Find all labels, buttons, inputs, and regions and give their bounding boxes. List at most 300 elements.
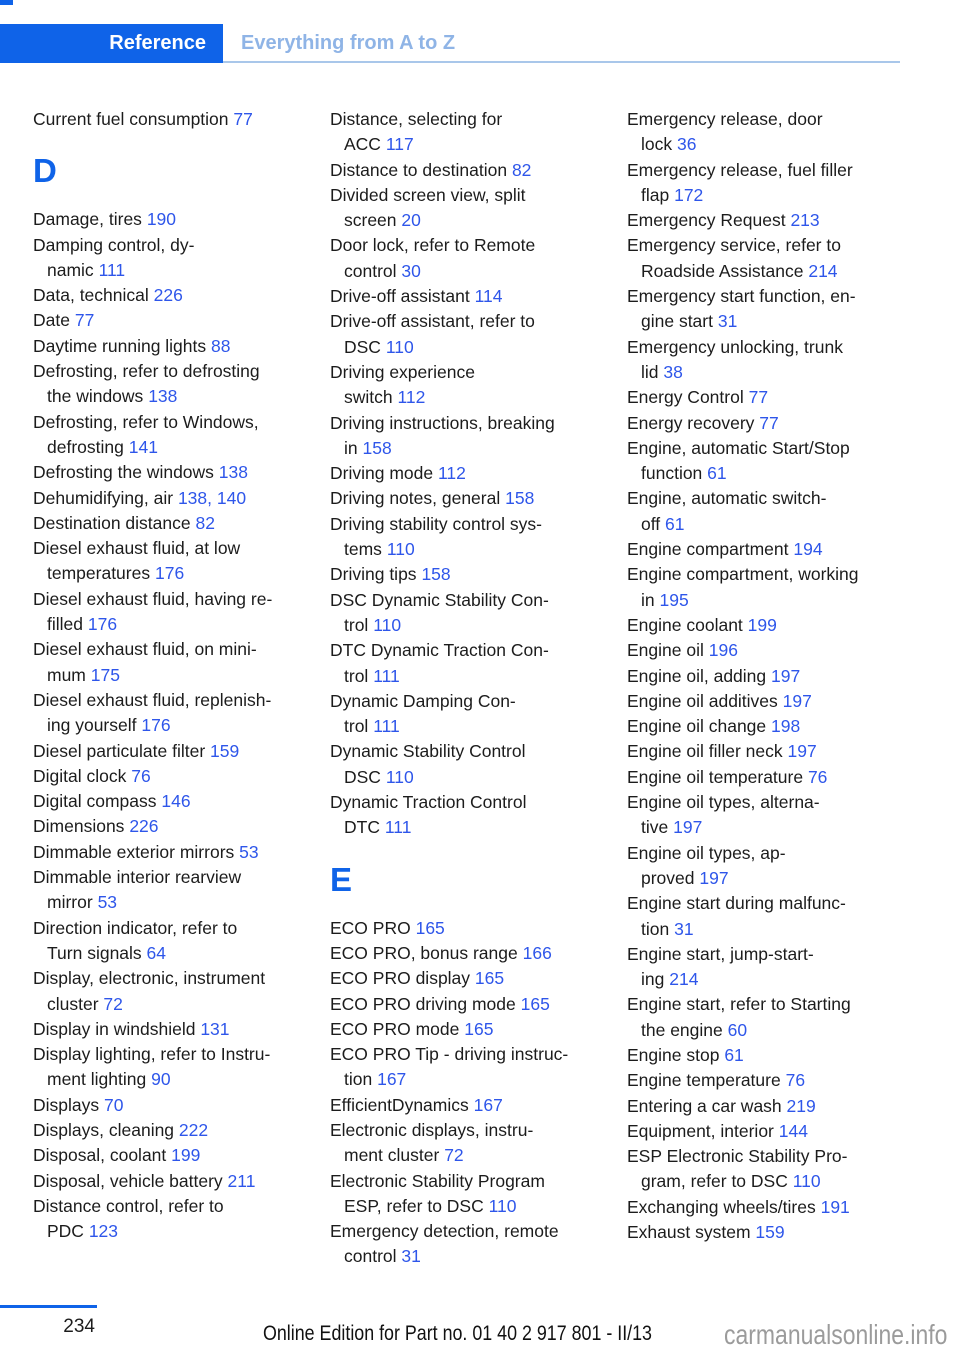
page-link[interactable]: 165 [464, 1018, 494, 1039]
index-entry-line: gine start 31 [641, 311, 738, 332]
index-entry-line: Engine oil filler neck 197 [627, 741, 817, 762]
index-entry-line: Engine start, refer to Starting [627, 994, 851, 1015]
index-entry-line: tion 31 [641, 918, 694, 939]
index-entry [627, 765, 945, 790]
index-entry [33, 1143, 319, 1168]
page-link[interactable]: 197 [787, 741, 817, 762]
index-entry-line: mirror 53 [47, 892, 118, 913]
page-link[interactable]: 82 [195, 512, 215, 533]
page-link[interactable]: 111 [373, 716, 400, 737]
index-entry [330, 1169, 616, 1220]
index-entry-line: Engine oil temperature 76 [627, 766, 828, 787]
page-link[interactable]: 112 [437, 463, 466, 484]
page-link[interactable]: 131 [200, 1018, 230, 1039]
index-entry-line: Emergency detection, remote [330, 1221, 559, 1242]
index-entry-line: Driving tips 158 [330, 564, 451, 585]
page-link[interactable]: 53 [97, 892, 118, 913]
page-link[interactable]: 90 [151, 1069, 171, 1090]
index-entry-line: Destination distance 82 [33, 512, 215, 533]
index-entry-line: the windows 138 [47, 386, 178, 407]
index-column-3 [627, 107, 945, 1270]
index-entry-line: Data, technical 226 [33, 285, 183, 306]
index-entry-line: Engine oil types, alterna- [627, 792, 820, 813]
index-entry [627, 208, 945, 233]
index-entry-line: Emergency service, refer to [627, 235, 841, 256]
index-entry [627, 335, 945, 386]
index-entry [627, 790, 945, 841]
index-entry-line: Display in windshield 131 [33, 1018, 230, 1039]
index-entry-line: Engine, automatic switch- [627, 488, 827, 509]
index-entry-line: Engine temperature 76 [627, 1070, 806, 1091]
page-link[interactable]: 77 [74, 310, 95, 331]
index-entry [627, 992, 945, 1043]
page-link[interactable]: 176 [87, 614, 118, 635]
page-link[interactable]: 159 [755, 1222, 785, 1243]
page-link[interactable]: 198 [771, 716, 801, 737]
index-entry-line: Electronic Stability Program [330, 1170, 545, 1191]
index-entry [330, 233, 616, 284]
index-entry [33, 739, 319, 764]
page-link[interactable]: 213 [790, 210, 820, 231]
index-entry-line: Divided screen view, split [330, 184, 526, 205]
page-link[interactable]: 226 [153, 285, 183, 306]
page-link[interactable]: 167 [473, 1094, 503, 1115]
index-entry-line: ECO PRO, bonus range 166 [330, 942, 552, 963]
index-entry [33, 966, 319, 1017]
index-entry [33, 688, 319, 739]
index-entry-line: tion 167 [344, 1069, 407, 1090]
index-entry-line: ECO PRO display 165 [330, 968, 505, 989]
page-link[interactable]: 76 [785, 1070, 806, 1091]
index-entry [330, 158, 616, 183]
index-entry-line: gram, refer to DSC 110 [641, 1171, 821, 1192]
index-entry-line: off 61 [641, 513, 685, 534]
page-link[interactable]: 214 [669, 969, 699, 990]
page-link[interactable]: 70 [104, 1094, 124, 1115]
index-entry [330, 966, 616, 991]
index-entry-line: Current fuel consumption 77 [33, 109, 253, 129]
page-link[interactable]: 219 [786, 1095, 816, 1116]
index-entry-line: Engine start, jump-start- [627, 943, 814, 964]
index-entry-line: ment lighting 90 [47, 1069, 171, 1090]
index-entry-line: Door lock, refer to Remote [330, 235, 536, 256]
index-entry [330, 588, 616, 639]
index-entry [330, 309, 616, 360]
index-entry-line: Equipment, interior 144 [627, 1120, 808, 1141]
index-entry-line: Diesel exhaust fluid, replenish- [33, 689, 272, 710]
index-entry-line: in 158 [344, 437, 392, 458]
index-entry-line: Dynamic Stability Control [330, 741, 526, 762]
page-link[interactable]: 112 [397, 387, 426, 408]
index-entry [627, 107, 945, 158]
page-link[interactable]: 111 [98, 259, 126, 280]
page-link[interactable]: 165 [415, 917, 445, 938]
index-entry [330, 689, 616, 740]
index-entry [33, 587, 319, 638]
index-entry-line: Date 77 [33, 310, 95, 331]
index-entry [33, 233, 319, 284]
page-link[interactable]: 76 [131, 765, 151, 786]
index-entry [330, 992, 616, 1017]
index-entry-line: ECO PRO Tip - driving instruc- [330, 1044, 569, 1065]
index-entry-line: tems 110 [344, 539, 415, 560]
index-entry [330, 1093, 616, 1118]
index-entry [627, 1195, 945, 1220]
page-link[interactable]: 53 [239, 841, 259, 862]
page-link[interactable]: 72 [103, 993, 123, 1014]
index-entry-line: Engine compartment, working [627, 564, 859, 585]
page-link[interactable]: 117 [385, 134, 414, 155]
index-entry [627, 562, 945, 613]
index-entry-line: Display, electronic, instrument [33, 968, 266, 989]
index-entry [33, 1118, 319, 1143]
index-entry-line: Diesel particulate filter 159 [33, 740, 240, 761]
page-link[interactable]: 38 [663, 361, 683, 382]
page-link[interactable]: 31 [717, 311, 738, 332]
index-entry [627, 436, 945, 487]
index-entry-line: Driving stability control sys- [330, 513, 542, 534]
index-entry-line: Digital clock 76 [33, 765, 151, 786]
index-entry-line: Engine start during malfunc- [627, 893, 846, 914]
index-entry [33, 637, 319, 688]
index-entry-line: cluster 72 [47, 993, 123, 1014]
page-link[interactable]: 197 [771, 665, 801, 686]
index-entry [330, 183, 616, 234]
footer-rule [0, 1305, 97, 1308]
page-link[interactable]: 61 [724, 1044, 744, 1065]
index-entry-line: Direction indicator, refer to [33, 917, 238, 938]
index-entry-line: Daytime running lights 88 [33, 335, 231, 356]
index-entry [627, 385, 945, 410]
index-entry [627, 942, 945, 993]
index-entry [33, 308, 319, 333]
index-entry-line: Displays, cleaning 222 [33, 1119, 209, 1140]
page-link[interactable]: 77 [759, 412, 779, 433]
section-letter: E [330, 860, 353, 898]
index-entry [33, 789, 319, 814]
index-entry-line: ing 214 [641, 969, 699, 990]
index-entry [330, 486, 616, 511]
index-entry-line: Diesel exhaust fluid, at low [33, 538, 241, 559]
index-entry [627, 1094, 945, 1119]
page-link[interactable]: 138, 140 [177, 487, 247, 508]
index-entry-line: trol 111 [344, 665, 400, 686]
index-entry-line: Diesel exhaust fluid, having re- [33, 588, 273, 609]
page-link[interactable]: 20 [401, 210, 421, 231]
index-entry-line: Drive-off assistant 114 [330, 286, 503, 307]
index-entry [627, 233, 945, 284]
index-entry [330, 1017, 616, 1042]
index-entry [627, 664, 945, 689]
page-link[interactable]: 138 [148, 386, 178, 407]
index-entry-line: Digital compass 146 [33, 791, 191, 812]
page-link[interactable]: 31 [401, 1246, 421, 1267]
page-corner-mark [0, 0, 13, 5]
index-entry-line: screen 20 [344, 210, 421, 231]
index-entry [330, 284, 616, 309]
index-entry [330, 1042, 616, 1093]
index-entry [330, 941, 616, 966]
page-link[interactable]: 60 [727, 1019, 748, 1040]
page-link[interactable]: 214 [808, 260, 838, 281]
index-entry-line: Engine oil change 198 [627, 716, 801, 737]
index-entry [330, 1219, 616, 1270]
index-entry [33, 1042, 319, 1093]
page-link[interactable]: 175 [90, 664, 120, 685]
index-entry [33, 1194, 319, 1245]
index-entry-line: Disposal, vehicle battery 211 [33, 1170, 256, 1191]
index-entry-line: ECO PRO mode 165 [330, 1018, 494, 1039]
index-entry-line: Distance control, refer to [33, 1195, 224, 1216]
page-link[interactable]: 138 [218, 462, 248, 483]
page-number: 234 [63, 1316, 95, 1337]
index-entry-line: Emergency release, door [627, 109, 823, 129]
index-entry [33, 207, 319, 232]
index-entry-line: ECO PRO driving mode 165 [330, 993, 550, 1014]
index-entry [330, 1118, 616, 1169]
index-entry-line: Engine compartment 194 [627, 539, 823, 560]
index-entry-line: Display lighting, refer to Instru- [33, 1044, 271, 1065]
index-entry [627, 739, 945, 764]
index-entry [627, 1119, 945, 1144]
page-link[interactable]: 222 [178, 1119, 209, 1140]
index-entry-line: DSC 110 [344, 766, 414, 787]
index-entry [33, 536, 319, 587]
index-entry [33, 1093, 319, 1118]
index-entry-line: Distance to destination 82 [330, 159, 532, 180]
index-entry-line: lock 36 [641, 134, 697, 155]
page-link[interactable]: 110 [488, 1195, 517, 1216]
page-link[interactable]: 165 [474, 968, 505, 989]
page-link[interactable]: 191 [820, 1196, 850, 1217]
index-entry-line: Energy recovery 77 [627, 412, 779, 433]
page-link[interactable]: 158 [505, 488, 535, 509]
index-entry [627, 1220, 945, 1245]
page-link[interactable]: 61 [707, 463, 727, 484]
index-entry [330, 411, 616, 462]
index-entry [330, 562, 616, 587]
page-link[interactable]: 76 [807, 766, 828, 787]
index-entry-line: trol 111 [344, 716, 400, 737]
index-entry [33, 410, 319, 461]
index-entry-line: Dehumidifying, air 138, 140 [33, 487, 247, 508]
page-link[interactable]: 110 [386, 539, 415, 560]
page-link[interactable]: 194 [793, 539, 823, 560]
index-entry-line: switch 112 [344, 387, 426, 408]
index-entry [627, 411, 945, 436]
index-entry-line: defrosting 141 [47, 436, 158, 457]
index-entry-line: control 30 [344, 260, 421, 281]
index-entry-line: trol 110 [344, 614, 402, 635]
index-entry-line: control 31 [344, 1246, 421, 1267]
index-entry-line: Engine oil additives 197 [627, 690, 812, 711]
index-column-2 [330, 107, 616, 1270]
index-entry [33, 916, 319, 967]
index-entry [330, 790, 616, 841]
index-entry [330, 360, 616, 411]
index-entry-line: Emergency release, fuel filler [627, 159, 853, 180]
index-entry [627, 1068, 945, 1093]
index-entry-line: Defrosting the windows 138 [33, 462, 248, 483]
chapter-tab [0, 24, 223, 63]
page-link[interactable]: 110 [385, 766, 414, 787]
index-entry-line: DTC Dynamic Traction Con- [330, 640, 549, 661]
page-link[interactable]: 114 [474, 286, 503, 307]
page-link[interactable]: 77 [233, 109, 253, 129]
index-entry-line: Roadside Assistance 214 [641, 260, 838, 281]
index-entry [330, 512, 616, 563]
index-entry-line: filled 176 [47, 614, 118, 635]
index-entry-line: Engine oil, adding 197 [627, 665, 801, 686]
index-entry [33, 764, 319, 789]
page-link[interactable]: 111 [384, 817, 412, 838]
section-title: Everything from A to Z [241, 32, 456, 54]
index-entry-line: ESP, refer to DSC 110 [344, 1195, 517, 1216]
page-link[interactable]: 123 [88, 1221, 119, 1242]
index-entry-line: Exchanging wheels/tires 191 [627, 1196, 850, 1217]
index-entry-line: mum 175 [47, 664, 120, 685]
index-entry-line: Electronic displays, instru- [330, 1119, 534, 1140]
index-entry [627, 537, 945, 562]
index-entry-line: Emergency start function, en- [627, 286, 856, 307]
page-link[interactable]: 176 [141, 715, 171, 736]
index-entry [33, 107, 319, 132]
header-rule [223, 61, 900, 63]
index-entry-line: function 61 [641, 463, 727, 484]
page-link[interactable]: 141 [128, 436, 158, 457]
index-entry [330, 739, 616, 790]
index-entry [33, 814, 319, 839]
index-entry-line: PDC 123 [47, 1221, 119, 1242]
index-entry-line: in 195 [641, 589, 689, 610]
page-link[interactable]: 77 [748, 387, 769, 408]
page-link[interactable]: 166 [522, 942, 552, 963]
index-entry [627, 689, 945, 714]
page-link[interactable]: 172 [674, 184, 704, 205]
index-entry-line: Dynamic Traction Control [330, 792, 527, 813]
page-link[interactable]: 167 [377, 1069, 407, 1090]
page-link[interactable]: 64 [146, 942, 167, 963]
index-entry-line: temperatures 176 [47, 563, 185, 584]
index-entry [33, 1169, 319, 1194]
index-entry [627, 1144, 945, 1195]
index-entry-line: Damping control, dy- [33, 234, 195, 255]
page-link[interactable]: 146 [161, 791, 191, 812]
index-entry-line: Defrosting, refer to defrosting [33, 361, 260, 382]
page-link[interactable]: 111 [373, 665, 400, 686]
page-link[interactable]: 199 [747, 614, 777, 635]
index-entry [330, 638, 616, 689]
index-entry [33, 511, 319, 536]
page-link[interactable]: 110 [373, 614, 402, 635]
page-link[interactable]: 110 [792, 1171, 821, 1192]
index-entry-line: DSC 110 [344, 336, 414, 357]
page-link[interactable]: 195 [659, 589, 689, 610]
index-entry-line: tive 197 [641, 817, 703, 838]
index-entry [33, 460, 319, 485]
index-entry-line: Entering a car wash 219 [627, 1095, 816, 1116]
section-letter: D [33, 152, 57, 190]
index-entry-line: proved 197 [641, 867, 729, 888]
index-entry-line: Damage, tires 190 [33, 209, 177, 230]
page-link[interactable]: 176 [154, 563, 185, 584]
page-link[interactable]: 197 [673, 817, 703, 838]
index-entry [33, 359, 319, 410]
index-entry-line: Drive-off assistant, refer to [330, 311, 535, 332]
index-entry [627, 613, 945, 638]
index-entry-line: ACC 117 [344, 134, 414, 155]
page-link[interactable]: 82 [511, 159, 532, 180]
index-entry-line: ESP Electronic Stability Pro- [627, 1146, 848, 1167]
index-entry-line: Dynamic Damping Con- [330, 690, 516, 711]
index-entry [33, 486, 319, 511]
index-entry-line: Dimmable exterior mirrors 53 [33, 841, 259, 862]
page-link[interactable]: 61 [665, 513, 685, 534]
edition-note: Online Edition for Part no. 01 40 2 917 801 - II/13 [263, 1322, 652, 1345]
index-entry-line: lid 38 [641, 361, 683, 382]
index-entry-line: Engine oil types, ap- [627, 842, 786, 863]
page-link[interactable]: 159 [210, 740, 240, 761]
index-entry-line: Dimensions 226 [33, 816, 159, 837]
page-link[interactable]: 88 [211, 335, 231, 356]
index-entry-line: Diesel exhaust fluid, on mini- [33, 639, 257, 660]
index-entry [627, 158, 945, 209]
page-link[interactable]: 197 [699, 867, 729, 888]
index-entry [627, 638, 945, 663]
page-link[interactable]: 199 [171, 1145, 201, 1166]
page-link[interactable]: 158 [362, 437, 392, 458]
page-link[interactable]: 211 [227, 1170, 256, 1191]
page-link[interactable]: 72 [444, 1145, 464, 1166]
page-link[interactable]: 158 [421, 564, 451, 585]
index-entry [627, 486, 945, 537]
index-entry-line: Energy Control 77 [627, 387, 769, 408]
page-link[interactable]: 110 [385, 336, 414, 357]
index-entry-line: ing yourself 176 [47, 715, 171, 736]
index-columns [33, 107, 945, 1270]
page-link[interactable]: 165 [520, 993, 550, 1014]
index-entry-line: DTC 111 [344, 817, 412, 838]
index-entry [330, 107, 616, 158]
index-entry [627, 891, 945, 942]
index-entry-line: flap 172 [641, 184, 704, 205]
index-entry-line: Engine stop 61 [627, 1044, 744, 1065]
index-entry-line: Turn signals 64 [47, 942, 167, 963]
page-link[interactable]: 31 [674, 918, 694, 939]
chapter-tab-label: Reference [109, 32, 206, 54]
index-column-1 [33, 107, 319, 1270]
page-link[interactable]: 226 [129, 816, 159, 837]
index-entry [33, 1017, 319, 1042]
index-entry-line: Distance, selecting for [330, 109, 503, 129]
index-entry [33, 283, 319, 308]
index-entry [627, 284, 945, 335]
page-link[interactable]: 30 [401, 260, 421, 281]
index-entry [33, 865, 319, 916]
index-entry-line: Driving instructions, breaking [330, 412, 555, 433]
page-link[interactable]: 36 [677, 134, 697, 155]
page-link[interactable]: 197 [782, 690, 812, 711]
page-link[interactable]: 190 [146, 209, 177, 230]
index-entry-line: Exhaust system 159 [627, 1222, 785, 1243]
index-entry-line: EfficientDynamics 167 [330, 1094, 503, 1115]
index-entry [33, 840, 319, 865]
index-entry [627, 714, 945, 739]
page-link[interactable]: 144 [778, 1120, 808, 1141]
index-entry [33, 334, 319, 359]
index-entry-line: Driving mode 112 [330, 463, 466, 484]
page-link[interactable]: 196 [708, 640, 738, 661]
